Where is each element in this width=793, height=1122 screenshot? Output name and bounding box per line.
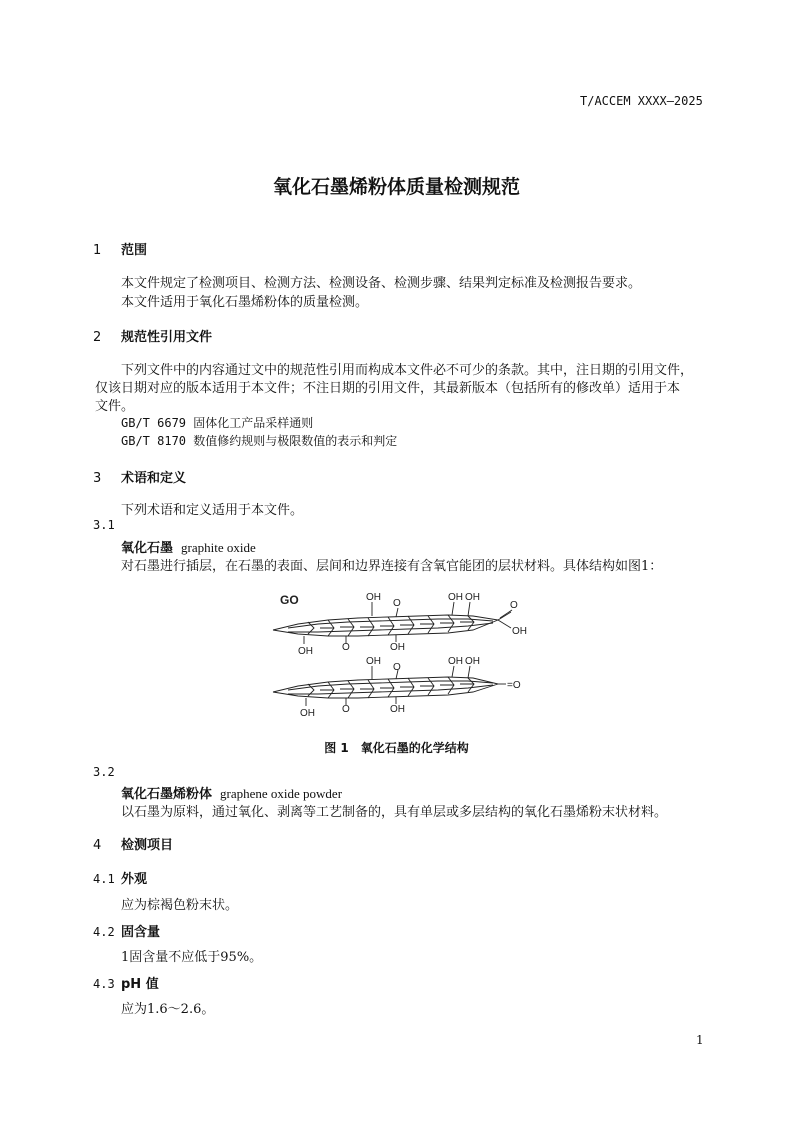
- section-title: 规范性引用文件: [121, 330, 213, 345]
- reference-gbt-8170: GB/T 8170 数值修约规则与极限数值的表示和判定: [121, 434, 398, 448]
- graphite-oxide-structure-figure: [268, 588, 548, 722]
- terms-intro: 下列术语和定义适用于本文件。: [121, 503, 304, 518]
- section-title: 范围: [121, 243, 148, 258]
- oh-label: OH: [448, 592, 463, 603]
- section-2-heading: [93, 326, 212, 345]
- appearance-requirement: 应为棕褐色粉末状。: [121, 898, 239, 913]
- oh-label: OH: [366, 656, 381, 667]
- term-3-1-definition: 对石墨进行插层，在石墨的表面、层间和边界连接有含氧官能团的层状材料。具体结构如图1：: [121, 559, 663, 574]
- epoxide-o-label: O: [393, 598, 401, 609]
- ph-requirement: 应为1.6～2.6。: [121, 1002, 215, 1017]
- section-title: 检测项目: [121, 838, 174, 853]
- section-number: 3: [93, 471, 102, 486]
- standard-code: T/ACCEM XXXX—2025: [580, 94, 703, 108]
- normative-ref-line-1: 下列文件中的内容通过文中的规范性引用而构成本文件必不可少的条款。其中，注日期的引用文件，: [121, 363, 694, 378]
- subsection-4-2-heading: [93, 921, 160, 940]
- epoxide-o-label: O: [342, 642, 350, 653]
- oh-label: OH: [512, 626, 527, 637]
- scope-paragraph-1: 本文件规定了检测项目、检测方法、检测设备、检测步骤、结果判定标准及检测报告要求。: [121, 276, 642, 291]
- oh-label: OH: [390, 642, 405, 653]
- term-3-2-definition: 以石墨为原料，通过氧化、剥离等工艺制备的，具有单层或多层结构的氧化石墨烯粉末状材料。: [121, 805, 668, 820]
- section-title: 术语和定义: [121, 471, 187, 486]
- section-number: 2: [93, 330, 102, 345]
- carbonyl-o-label: O: [510, 600, 518, 611]
- section-4-heading: [93, 834, 173, 853]
- section-number: 4: [93, 838, 102, 853]
- go-label: GO: [280, 593, 299, 607]
- oh-label: OH: [300, 708, 315, 719]
- document-title: 氧化石墨烯粉体质量检测规范: [272, 176, 520, 198]
- reference-gbt-6679: GB/T 6679 固体化工产品采样通则: [121, 416, 314, 430]
- subsection-title: 固含量: [121, 925, 161, 940]
- term-3-2-number: 3.2: [93, 765, 115, 779]
- term-3-1-number: 3.1: [93, 518, 115, 532]
- term-3-2-name: [121, 783, 342, 802]
- term-english: graphene oxide powder: [220, 786, 343, 801]
- term-chinese: 氧化石墨: [121, 541, 174, 556]
- subsection-number: 4.3: [93, 977, 115, 991]
- oh-label: OH: [448, 656, 463, 667]
- page-number: 1: [696, 1033, 704, 1047]
- epoxide-o-label: O: [393, 662, 401, 673]
- ketone-o-label: =O: [507, 680, 521, 691]
- figure-1-caption: 图 1 氧化石墨的化学结构: [324, 741, 469, 755]
- oh-label: OH: [366, 592, 381, 603]
- term-chinese: 氧化石墨烯粉体: [121, 787, 213, 802]
- term-english: graphite oxide: [181, 540, 256, 555]
- solid-content-requirement: 1固含量不应低于95%。: [121, 950, 263, 965]
- scope-paragraph-2: 本文件适用于氧化石墨烯粉体的质量检测。: [121, 295, 369, 310]
- subsection-number: 4.2: [93, 925, 115, 939]
- term-3-1-name: [121, 537, 256, 556]
- normative-ref-line-2: 仅该日期对应的版本适用于本文件；不注日期的引用文件，其最新版本（包括所有的修改单）适用于本: [95, 381, 681, 396]
- subsection-4-1-heading: [93, 868, 147, 887]
- normative-ref-line-3: 文件。: [95, 399, 135, 414]
- epoxide-o-label: O: [342, 704, 350, 715]
- section-3-heading: [93, 467, 186, 486]
- lower-graphene-sheet: [273, 666, 506, 706]
- section-1-heading: [93, 239, 147, 258]
- subsection-4-3-heading: [93, 973, 159, 992]
- oh-label: OH: [465, 656, 480, 667]
- section-number: 1: [93, 243, 102, 258]
- oh-label: OH: [390, 704, 405, 715]
- subsection-number: 4.1: [93, 872, 115, 886]
- oh-label: OH: [298, 646, 313, 657]
- subsection-title: pH 值: [121, 977, 159, 992]
- oh-label: OH: [465, 592, 480, 603]
- subsection-title: 外观: [121, 872, 148, 887]
